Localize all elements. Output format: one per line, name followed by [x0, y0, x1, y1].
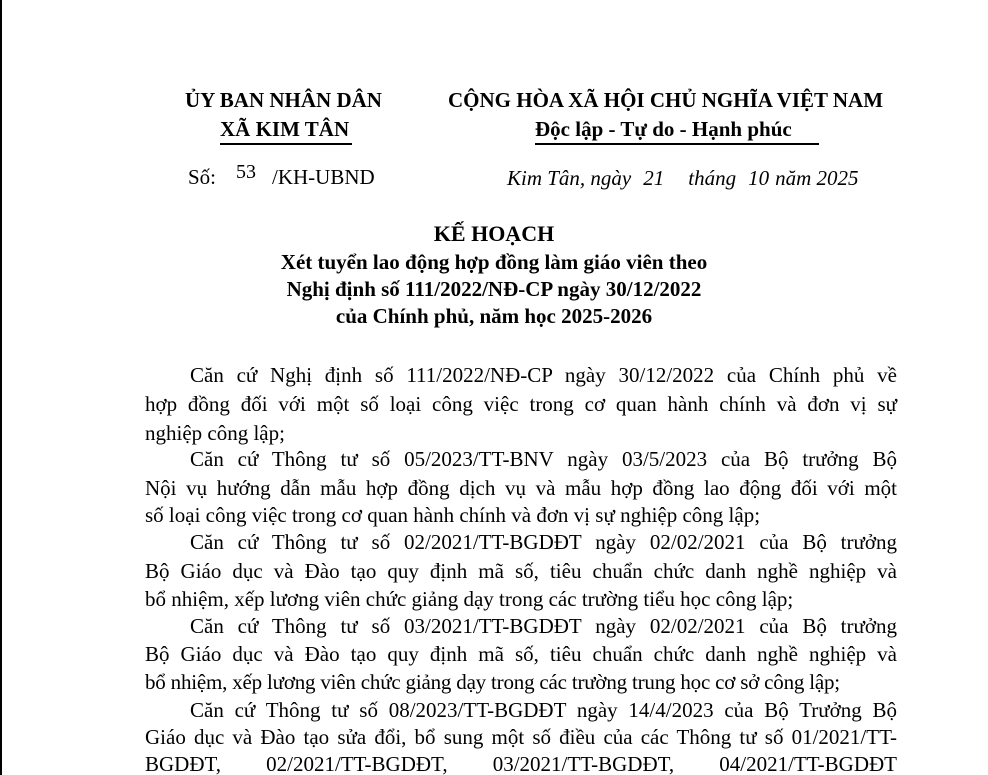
document-number-label: Số:: [188, 165, 217, 189]
body-line: nghiệp công lập;: [145, 421, 285, 445]
body-line: Nội vụ hướng dẫn mẫu hợp đồng dịch vụ và mẫu hợp đồng lao động đối với một: [145, 476, 897, 500]
issuing-authority: ỦY BAN NHÂN DÂN: [185, 88, 382, 112]
issue-date: [507, 166, 859, 191]
body-line: hợp đồng đối với một số loại công việc trong cơ quan hành chính và đơn vị sự: [145, 392, 897, 416]
date-month-label: tháng: [688, 166, 737, 190]
date-place: Kim Tân, ngày: [507, 166, 632, 190]
document-number-suffix: /KH-UBND: [272, 165, 375, 189]
date-day: 21: [643, 166, 665, 190]
document-subtitle-line-1: Xét tuyển lao động hợp đồng làm giáo viên theo: [280, 250, 708, 274]
commune-underline: [220, 143, 352, 145]
body-line: Căn cứ Nghị định số 111/2022/NĐ-CP ngày 30/12/2022 của Chính phủ về: [190, 363, 897, 387]
body-line: Căn cứ Thông tư số 08/2023/TT-BGDĐT ngày 14/4/2023 của Bộ Trưởng Bộ: [190, 698, 897, 722]
date-month: 10: [748, 166, 770, 190]
body-line: Căn cứ Thông tư số 05/2023/TT-BNV ngày 03/5/2023 của Bộ trưởng Bộ: [190, 447, 897, 471]
national-motto: Độc lập - Tự do - Hạnh phúc: [535, 117, 792, 141]
date-year: năm 2025: [775, 166, 859, 190]
document-subtitle-line-2: Nghị định số 111/2022/NĐ-CP ngày 30/12/2022: [286, 277, 702, 301]
document-subtitle-line-3: của Chính phủ, năm học 2025-2026: [335, 304, 653, 328]
body-line: Bộ Giáo dục và Đào tạo quy định mã số, tiêu chuẩn chức danh nghề nghiệp và: [145, 642, 897, 666]
body-line: bổ nhiệm, xếp lương viên chức giảng dạy trong các trường tiểu học công lập;: [145, 587, 794, 611]
body-line: Bộ Giáo dục và Đào tạo quy định mã số, tiêu chuẩn chức danh nghề nghiệp và: [145, 559, 897, 583]
body-line: Giáo dục và Đào tạo sửa đổi, bổ sung một số điều của các Thông tư số 01/2021/TT-: [145, 725, 897, 749]
document-number: 53: [236, 161, 256, 183]
body-line: bổ nhiệm, xếp lương viên chức giảng dạy trong các trường trung học cơ sở công lập;: [145, 670, 840, 694]
body-line: số loại công việc trong cơ quan hành chính và đơn vị sự nghiệp công lập;: [145, 503, 761, 527]
motto-underline: [535, 143, 819, 145]
issuing-commune: XÃ KIM TÂN: [220, 117, 350, 141]
national-title: CỘNG HÒA XÃ HỘI CHỦ NGHĨA VIỆT NAM: [448, 88, 884, 112]
body-line: Căn cứ Thông tư số 03/2021/TT-BGDĐT ngày 02/02/2021 của Bộ trưởng: [190, 614, 897, 638]
body-line: BGDĐT, 02/2021/TT-BGDĐT, 03/2021/TT-BGDĐT, 04/2021/TT-BGDĐT: [145, 752, 897, 775]
document-title: KẾ HOẠCH: [433, 221, 555, 246]
body-line: Căn cứ Thông tư số 02/2021/TT-BGDĐT ngày 02/02/2021 của Bộ trưởng: [190, 530, 897, 554]
page-left-border: [0, 0, 2, 775]
